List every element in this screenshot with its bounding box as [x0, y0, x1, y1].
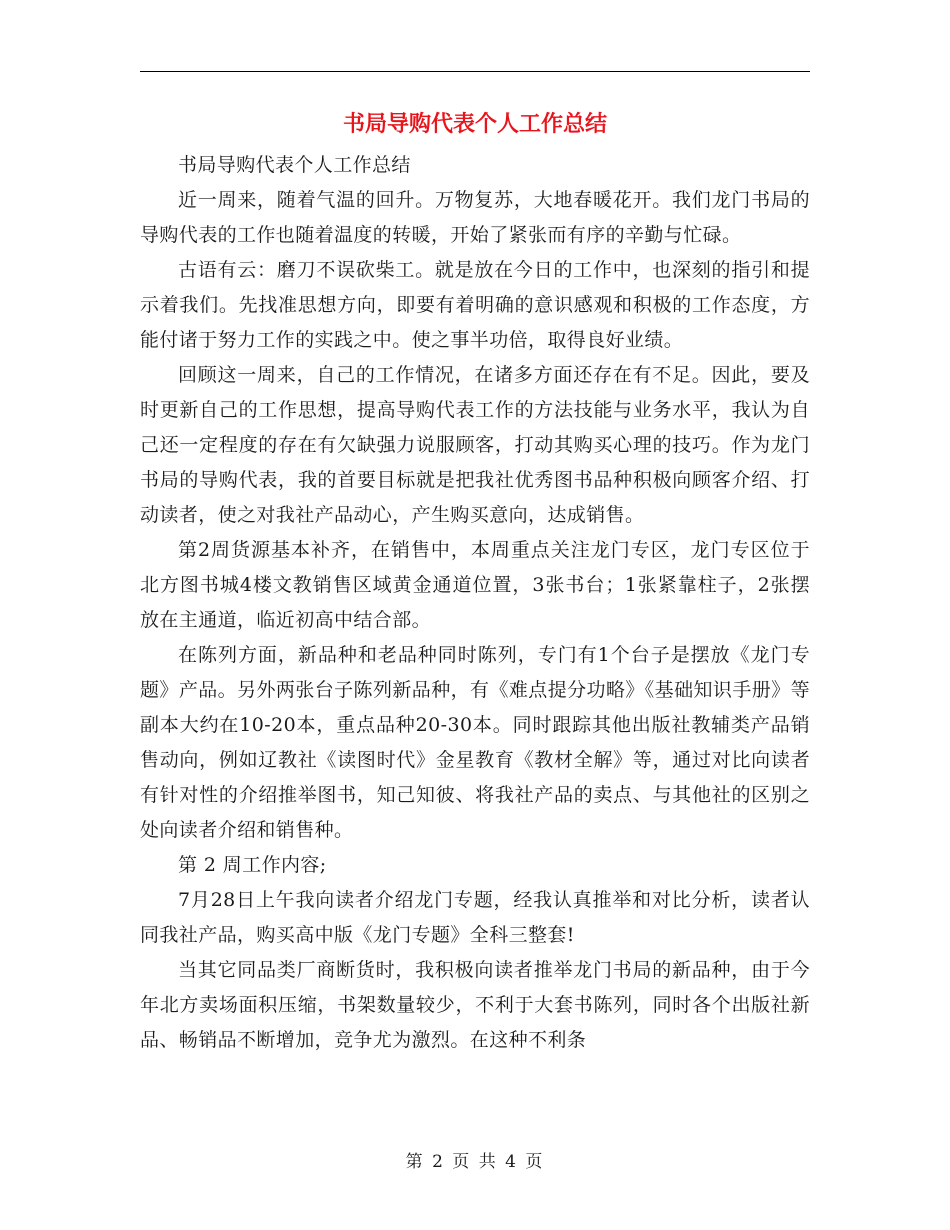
paragraph: 当其它同品类厂商断货时，我积极向读者推举龙门书局的新品种，由于今年北方卖场面积压缩，书架数量较少，不利于大套书陈列，同时各个出版社新品、畅销品不断增加，竞争尤为激烈。在这种不利条 — [140, 959, 810, 1051]
paragraph: 近一周来，随着气温的回升。万物复苏，大地春暖花开。我们龙门书局的导购代表的工作也随着温度的转暖，开始了紧张而有序的辛勤与忙碌。 — [140, 189, 810, 246]
paragraph: 在陈列方面，新品种和老品种同时陈列，专门有1个台子是摆放《龙门专题》产品。另外两张台子陈列新品种，有《难点提分功略》《基础知识手册》等副本大约在10-20本，重点品种20-30本。同时跟踪其他出版社教辅类产品销售动向，例如辽教社《读图时代》金星教育《教材全解》等，通过对比向读者有针对性的介绍推举图书，知己知彼、将我社产品的卖点、与其他社的区别之处向读者介绍和销售种。 — [140, 644, 810, 841]
paragraph: 回顾这一周来，自己的工作情况，在诸多方面还存在有不足。因此，要及时更新自己的工作思想，提高导购代表工作的方法技能与业务水平，我认为自己还一定程度的存在有欠缺强力说服顾客，打动其购买心理的技巧。作为龙门书局的导购代表，我的首要目标就是把我社优秀图书品种积极向顾客介绍、打动读者，使之对我社产品动心，产生购买意向，达成销售。 — [140, 364, 810, 526]
paragraph: 7月28日上午我向读者介绍龙门专题，经我认真推举和对比分析，读者认同我社产品，购买高中版《龙门专题》全科三整套! — [140, 889, 810, 946]
paragraph: 第2周货源基本补齐，在销售中，本周重点关注龙门专区，龙门专区位于北方图书城4楼文教销售区域黄金通道位置，3张书台；1张紧靠柱子，2张摆放在主通道，临近初高中结合部。 — [140, 539, 810, 631]
paragraph: 古语有云：磨刀不误砍柴工。就是放在今日的工作中，也深刻的指引和提示着我们。先找准思想方向，即要有着明确的意识感观和积极的工作态度，方能付诸于努力工作的实践之中。使之事半功倍，取得良好业绩。 — [140, 259, 810, 351]
document-title: 书局导购代表个人工作总结 — [342, 112, 607, 137]
page-number-footer: 第 2 页 共 4 页 — [405, 1152, 545, 1172]
header-rule — [140, 71, 810, 72]
paragraph-heading: 第 2 周工作内容; — [178, 854, 327, 876]
paragraph-subtitle: 书局导购代表个人工作总结 — [178, 154, 411, 176]
document-body — [140, 148, 810, 1058]
